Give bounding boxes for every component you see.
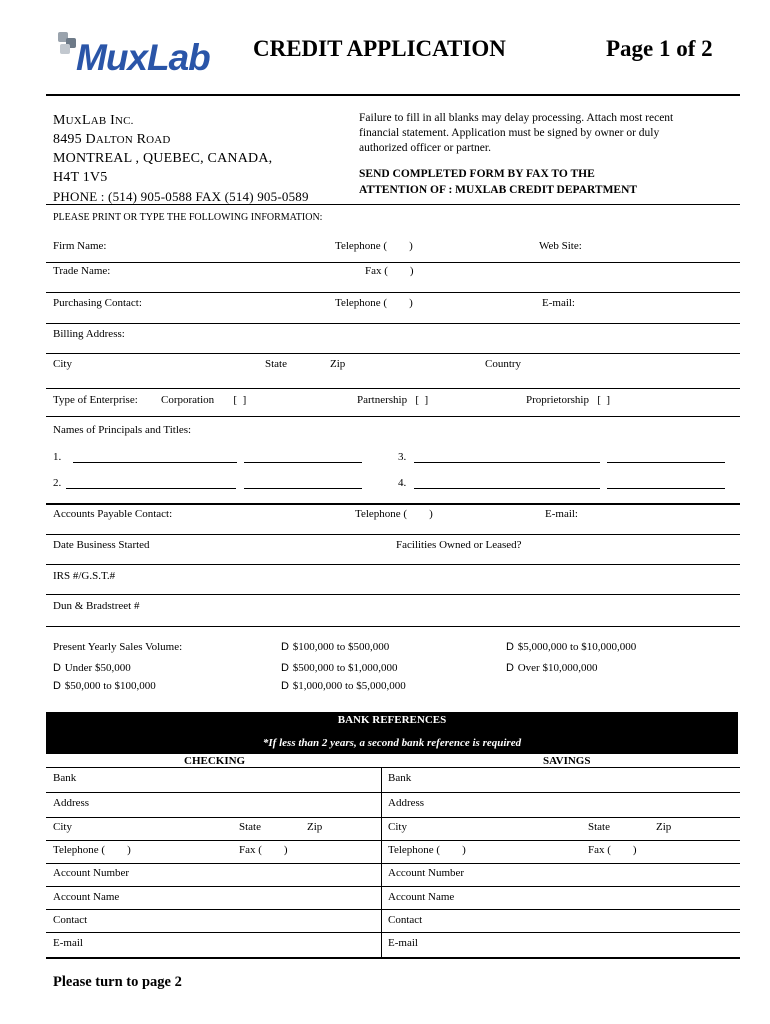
row-divider [46,534,740,535]
principal-4-number: 4. [398,477,407,489]
row-divider [46,323,740,324]
principal-2-number: 2. [53,477,62,489]
row-divider [46,886,740,887]
company-street: 8495 DALTON ROAD [53,132,171,147]
row-divider [46,932,740,933]
company-phone-fax: PHONE : (514) 905-0588 FAX (514) 905-0589 [53,189,309,204]
trade-name-label[interactable]: Trade Name: [53,265,111,277]
telephone-label[interactable]: Telephone ( ) [335,297,413,309]
row-divider [46,262,740,263]
checking-contact-label[interactable]: Contact [53,914,88,926]
partnership-checkbox[interactable]: Partnership [ ] [357,394,429,406]
savings-bank-label[interactable]: Bank [388,772,412,784]
row-divider [46,840,740,841]
telephone-label[interactable]: Telephone ( ) [355,508,433,520]
row-divider [46,817,740,818]
principal-2-name-field[interactable] [66,488,236,489]
sales-option-50k-100k[interactable]: D $50,000 to $100,000 [53,680,156,692]
row-divider [46,909,740,910]
principal-4-name-field[interactable] [414,488,600,489]
savings-account-number-label[interactable]: Account Number [388,867,465,879]
zip-label[interactable]: Zip [330,358,346,370]
irs-label[interactable]: IRS #/G.S.T.# [53,570,116,582]
bank-references-title: BANK REFERENCES [337,714,447,726]
turn-page-note: Please turn to page 2 [53,974,182,990]
bank-references-note: *If less than 2 years, a second bank reference is required [262,737,522,749]
checking-fax-label[interactable]: Fax ( ) [239,844,288,856]
principal-1-number: 1. [53,451,62,463]
principal-3-name-field[interactable] [414,462,600,463]
website-label[interactable]: Web Site: [539,240,582,252]
savings-fax-label[interactable]: Fax ( ) [588,844,637,856]
state-label[interactable]: State [265,358,287,370]
checking-state-label[interactable]: State [239,821,261,833]
savings-account-name-label[interactable]: Account Name [388,891,455,903]
company-postal: H4T 1V5 [53,170,108,185]
row-divider [46,767,740,768]
notice-text: Failure to fill in all blanks may delay processing. Attach most recent financial statement. Application must be signed by owner or duly authorized officer or partner. [359,112,674,154]
ap-contact-label[interactable]: Accounts Payable Contact: [53,508,173,520]
fax-label[interactable]: Fax ( ) [365,265,414,277]
savings-email-label[interactable]: E-mail [388,937,418,949]
print-instruction: PLEASE PRINT OR TYPE THE FOLLOWING INFORMATION: [53,212,323,223]
dun-bradstreet-label[interactable]: Dun & Bradstreet # [53,600,140,612]
date-started-label[interactable]: Date Business Started [53,539,150,551]
principals-label: Names of Principals and Titles: [53,424,192,436]
sales-option-1m-5m[interactable]: D $1,000,000 to $5,000,000 [281,680,406,692]
country-label[interactable]: Country [485,358,522,370]
muxlab-logo [54,28,224,80]
row-divider [46,863,740,864]
principal-1-name-field[interactable] [73,462,237,463]
header-divider [46,94,740,96]
checking-email-label[interactable]: E-mail [53,937,83,949]
corporation-checkbox[interactable]: Corporation [ ] [161,394,247,406]
form-title: CREDIT APPLICATION [253,36,506,61]
row-divider [46,292,740,293]
row-divider [46,564,740,565]
company-name: MUXLAB INC. [53,113,134,128]
send-instruction-1: SEND COMPLETED FORM BY FAX TO THE [359,168,595,180]
row-divider [46,594,740,595]
checking-address-label[interactable]: Address [53,797,90,809]
savings-state-label[interactable]: State [588,821,610,833]
row-divider [46,626,740,627]
principal-3-number: 3. [398,451,407,463]
savings-contact-label[interactable]: Contact [388,914,423,926]
row-divider [46,353,740,354]
section-divider [46,503,740,505]
firm-name-label[interactable]: Firm Name: [53,240,107,252]
savings-telephone-label[interactable]: Telephone ( ) [388,844,466,856]
principal-4-title-field[interactable] [607,488,725,489]
checking-zip-label[interactable]: Zip [307,821,323,833]
city-label[interactable]: City [53,358,72,370]
checking-telephone-label[interactable]: Telephone ( ) [53,844,131,856]
sales-option-100k-500k[interactable]: D $100,000 to $500,000 [281,641,390,653]
checking-heading: CHECKING [184,755,246,767]
row-divider [46,792,740,793]
principal-3-title-field[interactable] [607,462,725,463]
savings-zip-label[interactable]: Zip [656,821,672,833]
email-label[interactable]: E-mail: [545,508,578,520]
principal-2-title-field[interactable] [244,488,362,489]
sales-option-5m-10m[interactable]: D $5,000,000 to $10,000,000 [506,641,637,653]
savings-city-label[interactable]: City [388,821,407,833]
checking-city-label[interactable]: City [53,821,72,833]
row-divider [46,388,740,389]
billing-address-label[interactable]: Billing Address: [53,328,125,340]
bank-column-divider [381,767,382,957]
sales-volume-label: Present Yearly Sales Volume: [53,641,183,653]
savings-heading: SAVINGS [543,755,591,767]
facilities-label[interactable]: Facilities Owned or Leased? [396,539,522,551]
sales-option-over-10m[interactable]: D Over $10,000,000 [506,662,598,674]
principal-1-title-field[interactable] [244,462,362,463]
divider [46,204,740,205]
savings-address-label[interactable]: Address [388,797,425,809]
company-city: MONTREAL , QUEBEC, CANADA, [53,151,273,166]
send-instruction-2: ATTENTION OF : MUXLAB CREDIT DEPARTMENT [359,184,638,196]
checking-account-name-label[interactable]: Account Name [53,891,120,903]
purchasing-contact-label[interactable]: Purchasing Contact: [53,297,142,309]
row-divider [46,416,740,417]
sales-option-under-50k[interactable]: D Under $50,000 [53,662,131,674]
sales-option-500k-1m[interactable]: D $500,000 to $1,000,000 [281,662,398,674]
email-label[interactable]: E-mail: [542,297,575,309]
section-divider [46,957,740,959]
proprietorship-checkbox[interactable]: Proprietorship [ ] [526,394,611,406]
page-indicator: Page 1 of 2 [606,36,713,61]
checking-account-number-label[interactable]: Account Number [53,867,130,879]
enterprise-type-label: Type of Enterprise: [53,394,138,406]
logo-text: MuxLab [76,37,210,78]
telephone-label[interactable]: Telephone ( ) [335,240,413,252]
checking-bank-label[interactable]: Bank [53,772,77,784]
